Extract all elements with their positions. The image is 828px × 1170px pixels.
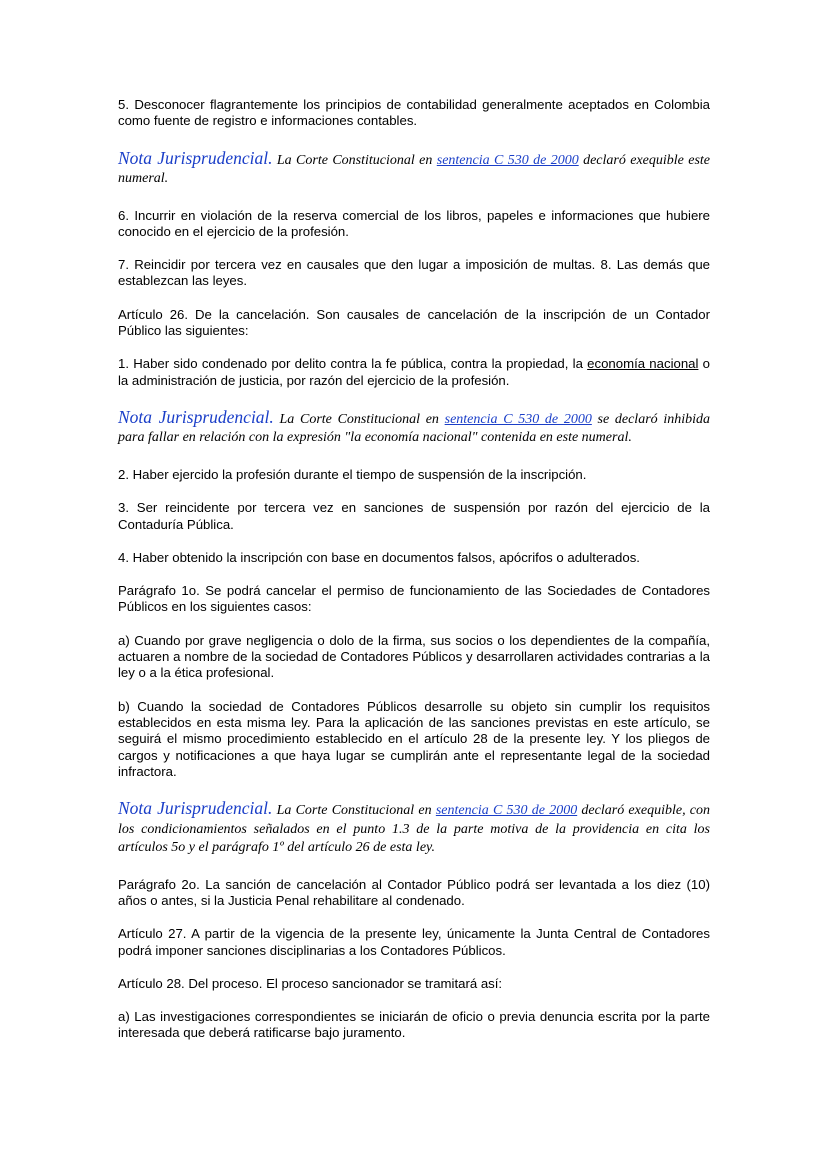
- paragraph-causal-1: [118, 356, 710, 389]
- nota-text-post: declaró exequible, con los condicionamientos señalados en el punto 1.3 de la parte motiva de la providencia en cita los artículos 5o y el parágrafo 1º del artículo 26 de esta ley.: [118, 803, 711, 856]
- nota-text-pre: La Corte Constitucional en: [273, 411, 445, 427]
- paragraph-literal-b: b) Cuando la sociedad de Contadores Públicos desarrolle su objeto sin cumplir los requisitos establecidos en esta misma ley. Para la aplicación de las sanciones previstas en este artículo, se seguirá el mismo procedimiento establecido en el artículo 28 de la presente ley. Y los pliegos de cargos y notificaciones a que haya lugar se cumplirán ante el representante legal de la sociedad infractora.: [118, 698, 710, 779]
- paragraph-causal-3: 3. Ser reincidente por tercera vez en sanciones de suspensión por razón del ejercicio de la Contaduría Pública.: [118, 500, 710, 532]
- economia-nacional-underlined: economía nacional: [587, 356, 699, 372]
- nota-jurisprudencial-2: [118, 408, 710, 448]
- paragraph-literal-a: a) Cuando por grave negligencia o dolo de la firma, sus socios o los dependientes de la compañía, actuaren a nombre de la sociedad de Contadores Públicos y desarrollaren actividades contrarias a la ley o a la ética profesional.: [118, 632, 710, 681]
- paragraph-causal-4: 4. Haber obtenido la inscripción con base en documentos falsos, apócrifos o adulterados.: [118, 549, 640, 565]
- paragraph-numeral-7: 7. Reincidir por tercera vez en causales que den lugar a imposición de multas. 8. Las demás que establezcan las leyes.: [118, 257, 710, 289]
- sentencia-link[interactable]: sentencia C 530 de 2000: [444, 411, 592, 427]
- paragraph-numeral-6: 6. Incurrir en violación de la reserva comercial de los libros, papeles e informaciones que hubiere conocido en el ejercicio de la profesión.: [118, 207, 710, 239]
- nota-title: Nota Jurisprudencial.: [118, 798, 273, 819]
- nota-jurisprudencial-3: [118, 799, 710, 858]
- paragraph-articulo-28-a: a) Las investigaciones correspondientes se iniciarán de oficio o previa denuncia escrita por la parte interesada que deberá ratificarse bajo juramento.: [118, 1009, 710, 1041]
- paragraph-causal-2: 2. Haber ejercido la profesión durante el tiempo de suspensión de la inscripción.: [118, 466, 587, 482]
- nota-text-post: se declaró inhibida para fallar en relación con la expresión "la economía nacional" contenida en este numeral.: [118, 411, 711, 446]
- sentencia-link[interactable]: sentencia C 530 de 2000: [436, 152, 579, 168]
- nota-text-pre: La Corte Constitucional en: [272, 152, 437, 168]
- document-body: [118, 97, 710, 1042]
- paragraph-articulo-26: Artículo 26. De la cancelación. Son causales de cancelación de la inscripción de un Contador Público las siguientes:: [118, 306, 710, 339]
- causal-1-pre: 1. Haber sido condenado por delito contra la fe pública, contra la propiedad, la: [118, 356, 588, 372]
- paragraph-paragrafo-1: Parágrafo 1o. Se podrá cancelar el permiso de funcionamiento de las Sociedades de Contadores Públicos en los siguientes casos:: [118, 583, 710, 615]
- nota-title: Nota Jurisprudencial.: [118, 406, 274, 427]
- sentencia-link[interactable]: sentencia C 530 de 2000: [435, 803, 578, 819]
- nota-title: Nota Jurisprudencial.: [118, 147, 273, 168]
- paragraph-articulo-28: Artículo 28. Del proceso. El proceso sancionador se tramitará así:: [118, 975, 503, 991]
- paragraph-numeral-5: 5. Desconocer flagrantemente los principios de contabilidad generalmente aceptados en Colombia como fuente de registro e informaciones contables.: [118, 97, 710, 129]
- paragraph-articulo-27: Artículo 27. A partir de la vigencia de la presente ley, únicamente la Junta Central de Contadores podrá imponer sanciones disciplinarias a los Contadores Públicos.: [118, 926, 710, 958]
- nota-jurisprudencial-1: [118, 149, 710, 189]
- nota-text-post: declaró exequible este numeral.: [118, 152, 711, 187]
- paragraph-paragrafo-2: Parágrafo 2o. La sanción de cancelación al Contador Público podrá ser levantada a los diez (10) años o antes, si la Justicia Penal rehabilitare al condenado.: [118, 876, 710, 908]
- nota-text-pre: La Corte Constitucional en: [272, 803, 436, 819]
- causal-1-post: o la administración de justicia, por razón del ejercicio de la profesión.: [118, 356, 711, 388]
